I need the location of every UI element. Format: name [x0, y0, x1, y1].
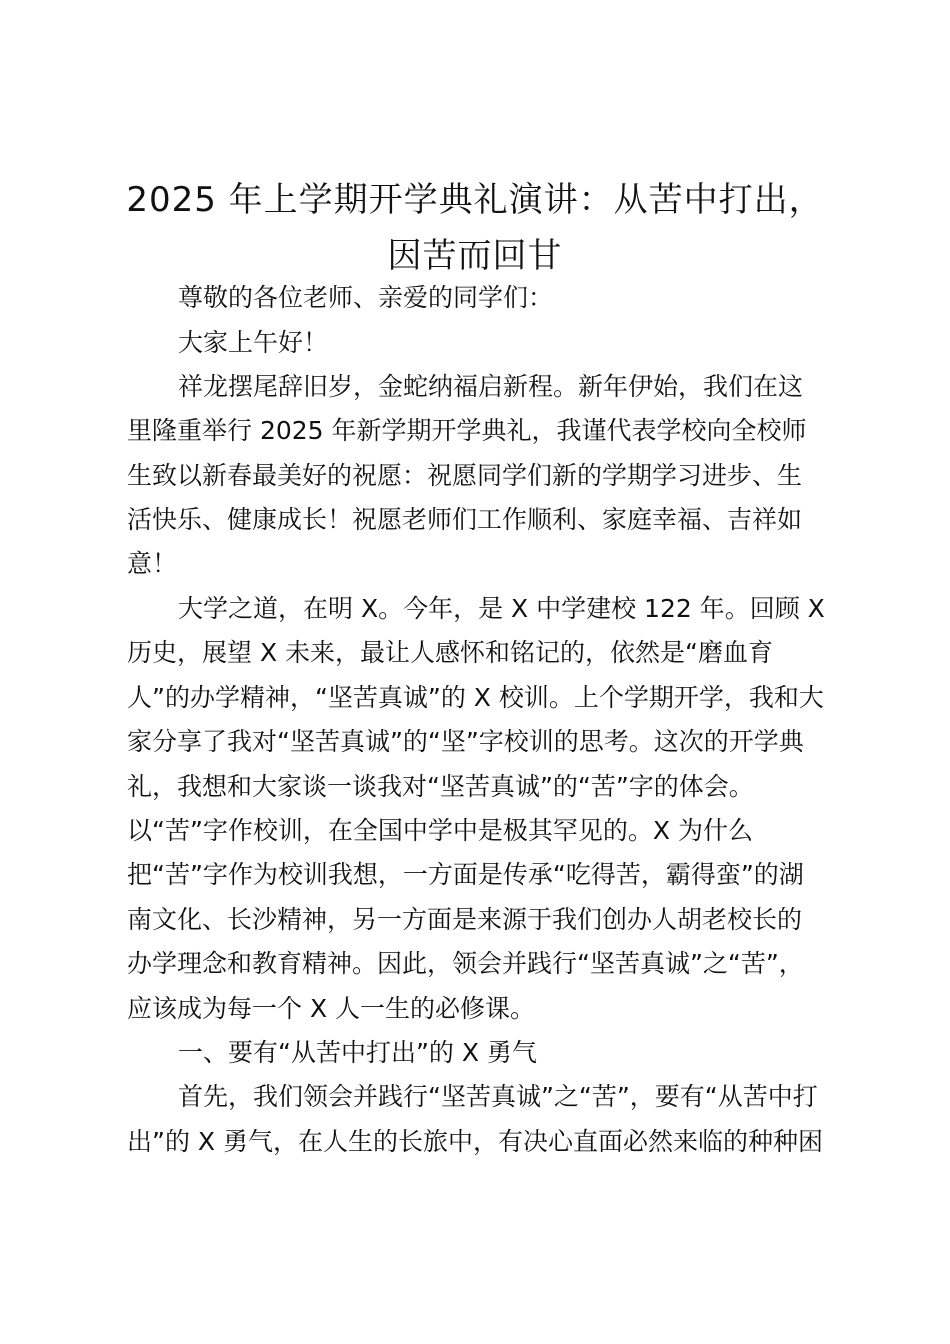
paragraph-4-line-2: 出”的 X 勇气，在人生的长旅中，有决心直面必然来临的种种困 — [127, 1127, 823, 1156]
paragraph-3-line-4: 办学理念和教育精神。因此，领会并践行“坚苦真诚”之“苦”， — [127, 949, 804, 978]
paragraph-3-line-5: 应该成为每一个 X 人一生的必修课。 — [127, 994, 536, 1023]
paragraph-2-line-3: 人”的办学精神，“坚苦真诚”的 X 校训。上个学期开学，我和大 — [127, 683, 824, 712]
paragraph-2-line-2: 历史，展望 X 未来，最让人感怀和铭记的，依然是“磨血育 — [127, 638, 773, 667]
paragraph-1-line-4: 活快乐、健康成长！祝愿老师们工作顺利、家庭幸福、吉祥如 — [127, 505, 803, 534]
paragraph-2-line-5: 礼，我想和大家谈一谈我对“坚苦真诚”的“苦”字的体会。 — [127, 772, 754, 801]
paragraph-4-line-1: 首先，我们领会并践行“坚苦真诚”之“苦”，要有“从苦中打 — [178, 1082, 818, 1111]
greeting: 大家上午好！ — [178, 328, 329, 357]
paragraph-3-line-1: 以“苦”字作校训，在全国中学中是极其罕见的。X 为什么 — [127, 816, 753, 845]
paragraph-2-line-1: 大学之道，在明 X。今年，是 X 中学建校 122 年。回顾 X — [178, 594, 825, 623]
paragraph-1-line-3: 生致以新春最美好的祝愿：祝愿同学们新的学期学习进步、生 — [127, 461, 803, 490]
paragraph-3-line-2: 把“苦”字作为校训我想，一方面是传承“吃得苦，霸得蛮”的湖 — [127, 860, 804, 889]
document-title — [100, 172, 850, 284]
paragraph-3-line-3: 南文化、长沙精神，另一方面是来源于我们创办人胡老校长的 — [127, 905, 803, 934]
title-line-1: 2025 年上学期开学典礼演讲：从苦中打出， — [126, 180, 824, 220]
paragraph-1-line-1: 祥龙摆尾辞旧岁，金蛇纳福启新程。新年伊始，我们在这 — [178, 372, 804, 401]
section-heading-1: 一、要有“从苦中打出”的 X 勇气 — [178, 1038, 537, 1067]
paragraph-1-line-5: 意！ — [127, 549, 178, 578]
paragraph-2-line-4: 家分享了我对“坚苦真诚”的“坚”字校训的思考。这次的开学典 — [127, 727, 804, 756]
paragraph-1-line-2: 里隆重举行 2025 年新学期开学典礼，我谨代表学校向全校师 — [127, 416, 807, 445]
salutation: 尊敬的各位老师、亲爱的同学们： — [178, 283, 554, 312]
title-line-2: 因苦而回甘 — [387, 236, 563, 276]
